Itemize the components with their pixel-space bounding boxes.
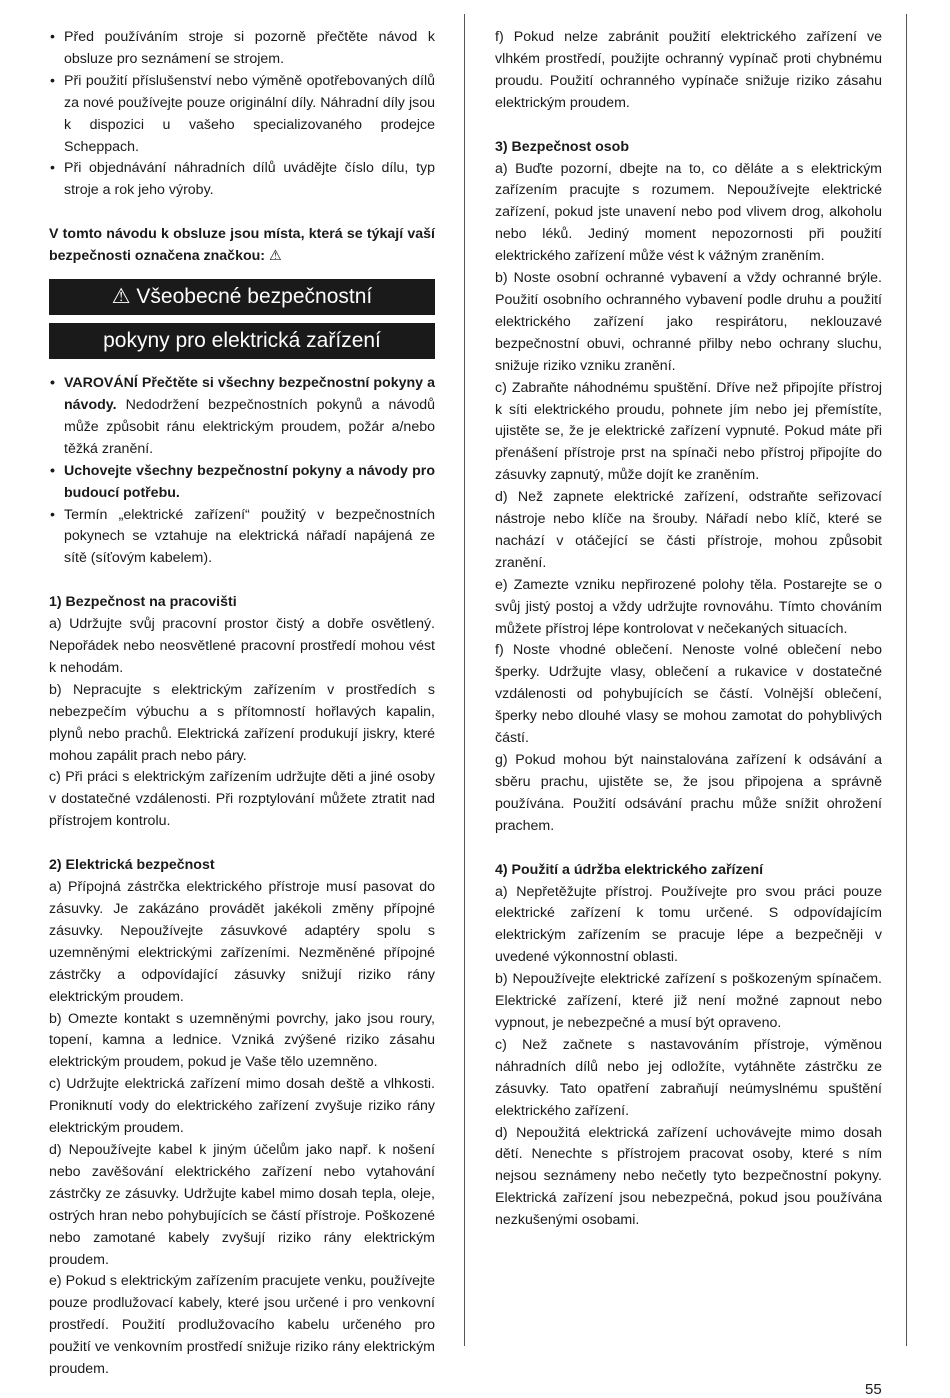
intro-bullet-3: • Při objednávání náhradních dílů uvádějte číslo dílu, typ stroje a rok jeho výroby. <box>49 158 435 202</box>
left-column <box>49 27 435 1381</box>
right-column <box>495 27 882 1232</box>
section-2-item-c: c) Udržujte elektrická zařízení mimo dosah deště a vlhkosti. Proniknutí vody do elektrického zařízení zvyšuje riziko rány elektrickým proudem. <box>49 1076 435 1137</box>
banner-title-line2: pokyny pro elektrická zařízení <box>49 323 435 359</box>
safety-symbol-notice: V tomto návodu k obsluze jsou místa, která se týkají vaší bezpečnosti označena značkou: ⚠ <box>49 226 435 265</box>
warning-bullet-3: • Termín „elektrické zařízení“ použitý v bezpečnostních pokynech se vztahuje na elektrická nářadí napájená ze sítě (síťovým kabelem). <box>49 505 435 571</box>
section-2-item-a: a) Přípojná zástrčka elektrického přístroje musí pasovat do zásuvky. Je zakázáno provádět jakékoli změny přípojné zásuvky. Nepoužívejte zásuvkové adaptéry spolu s uzemněnými elektrickými zařízeními. Nezměněné přípojné zástrčky a odpovídající zásuvky snižují riziko rány elektrickým proudem. <box>49 879 435 1005</box>
section-4-item-b: b) Nepoužívejte elektrické zařízení s poškozeným spínačem. Elektrické zařízení, které již není možné zapnout nebo vypnout, je nebezpečné a musí být opraveno. <box>495 971 882 1031</box>
section-3-item-g: g) Pokud mohou být nainstalována zařízení k odsávání a sběru prachu, ujistěte se, že jsou připojena a správně používána. Použití odsávání prachu může snížit ohrožení prachem. <box>495 752 882 834</box>
section-3-heading: 3) Bezpečnost osob <box>495 138 630 155</box>
section-3-item-f: f) Noste vhodné oblečení. Nenoste volné oblečení nebo šperky. Udržujte vlasy, oblečení a rukavice v dostatečné vzdálenosti od pohybujících se částí. Volnější oblečení, šperky nebo dlouhé vlasy se mohou zamotat do pohyblivých částí. <box>495 642 882 747</box>
intro-bullet-2: • Při použití příslušenství nebo výměně opotřebovaných dílů za nové používejte pouze originální díly. Náhradní díly jsou k dispozici u vašeho specializovaného prodejce Scheppach. <box>49 71 435 159</box>
section-2-item-f: f) Pokud nelze zabránit použití elektrického zařízení ve vlhkém prostředí, použijte ochranný vypínač proti chybnému proudu. Použití ochranného vypínače snižuje riziko zásahu elektrickým proudem. <box>495 29 882 111</box>
warning-bullet-1-bold: VAROVÁNÍ Přečtěte si všechny bezpečnostní pokyny a návody. <box>64 375 435 413</box>
column-divider <box>464 14 465 1346</box>
section-4-item-d: d) Nepoužitá elektrická zařízení uchovávejte mimo dosah dětí. Nenechte s přístrojem pracovat osoby, které s ním nejsou seznámeny nebo nečetly tyto bezpečnostní pokyny. Elektrická zařízení jsou nebezpečná, pokud jsou používána nezkušenými osobami. <box>495 1124 882 1229</box>
section-2-item-d: d) Nepoužívejte kabel k jiným účelům jako např. k nošení nebo zavěšování elektrického zařízení nebo vytahování zástrčky ze zásuvky. Udržujte kabel mimo dosah tepla, oleje, ostrých hran nebo pohybujících se částí přístroje. Poškozené nebo zamotané kabely zvyšují riziko rány elektrickým proudem. <box>49 1141 435 1268</box>
section-4-item-a: a) Nepřetěžujte přístroj. Používejte pro svou práci pouze elektrické zařízení k tomu určené. S odpovídajícím elektrickým zařízením se pracuje lépe a bezpečněji v uvedené výkonnostní oblasti. <box>495 883 882 966</box>
section-3-item-d: d) Než zapnete elektrické zařízení, odstraňte seřizovací nástroje nebo klíče na šrouby. Nářadí nebo klíč, které se nachází v otáčející se části přístroje, mohou způsobit zranění. <box>495 489 882 571</box>
intro-bullet-list <box>49 27 435 202</box>
section-2-item-b: b) Omezte kontakt s uzemněnými povrchy, jako jsou roury, topení, kamna a lednice. Vzniká zvýšené riziko zásahu elektrickým proudem, pokud je Vaše tělo uzemněno. <box>49 1010 435 1071</box>
banner-title-line1: ⚠ Všeobecné bezpečnostní <box>49 279 435 315</box>
section-4-heading: 4) Použití a údržba elektrického zařízení <box>495 861 764 878</box>
section-banner <box>49 279 435 359</box>
page-number: 55 <box>865 1381 882 1398</box>
section-3-item-a: a) Buďte pozorní, dbejte na to, co děláte a s elektrickým zařízením pracujte s rozumem. Nepoužívejte elektrické zařízení, pokud jste unavení nebo pod vlivem drog, alkoholu nebo léků. Jediný moment nepozornosti při použití elektrického zařízení může vést k vážným zraněním. <box>495 160 882 265</box>
intro-bullet-1: • Před používáním stroje si pozorně přečtěte návod k obsluze pro seznámení se strojem. <box>49 27 435 71</box>
section-4-item-c: c) Než začnete s nastavováním přístroje, výměnou náhradních dílů nebo jej odložíte, vytáhněte zástrčku ze zásuvky. Tato opatření zabraňují neúmyslnému spuštění elektrického zařízení. <box>495 1036 882 1119</box>
warning-bullet-1-text: Nedodržení bezpečnostních pokynů a návodů může způsobit ránu elektrickým proudem, požár a/nebo těžká zranění. <box>64 396 435 457</box>
section-1-item-a: a) Udržujte svůj pracovní prostor čistý a dobře osvětlený. Nepořádek nebo neosvětlené pracovní prostředí mohou vést k nehodám. <box>49 616 435 676</box>
section-1-heading: 1) Bezpečnost na pracovišti <box>49 594 237 611</box>
section-3-item-c: c) Zabraňte náhodnému spuštění. Dříve než připojíte přístroj k síti elektrického proudu, pohnete jím nebo jej přemístíte, ujistěte se, že je elektrické zařízení vypnuté. Pokud máte při přenášení přístroje prst na spínači nebo přístroj připojíte do zásuvky zapnutý, může dojít ke zraněním. <box>495 379 882 484</box>
section-1-item-b: b) Nepracujte s elektrickým zařízením v prostředích s nebezpečím výbuchu a s přítomností hořlavých kapalin, plynů nebo prachů. Elektrická zařízení produkují jiskry, které mohou zapálit prach nebo páry. <box>49 681 435 764</box>
section-3-item-e: e) Zamezte vzniku nepřirozené polohy těla. Postarejte se o svůj jistý postoj a vždy udržujte rovnováhu. Tímto chováním můžete přístroj lépe kontrolovat v nečekaných situacích. <box>495 576 882 637</box>
section-3-item-b: b) Noste osobní ochranné vybavení a vždy ochranné brýle. Použití osobního ochranného vybavení podle druhu a použití elektrického zařízení jako respirátoru, neklouzavé bezpečnostní obuvi, ochranné přilby nebo ochrany sluchu, snižuje riziko vzniku zranění. <box>495 270 882 374</box>
section-2-item-e: e) Pokud s elektrickým zařízením pracujete venku, používejte pouze prodlužovací kabely, které jsou určené i pro venkovní prostředí. Použití prodlužovacího kabelu určeného pro použití ve venkovním prostředí snižuje riziko rány elektrickým proudem. <box>49 1273 435 1378</box>
warning-bullet-1 <box>49 373 435 461</box>
section-1-item-c: c) Při práci s elektrickým zařízením udržujte děti a jiné osoby v dostatečné vzdálenosti. Při rozptylování můžete ztratit nad přístrojem kontrolu. <box>49 769 435 830</box>
warning-bullet-2: • Uchovejte všechny bezpečnostní pokyny a návody pro budoucí potřebu. <box>49 461 435 505</box>
right-margin-line <box>906 14 907 1346</box>
section-2-heading: 2) Elektrická bezpečnost <box>49 857 215 874</box>
warning-bullet-list <box>49 373 435 570</box>
